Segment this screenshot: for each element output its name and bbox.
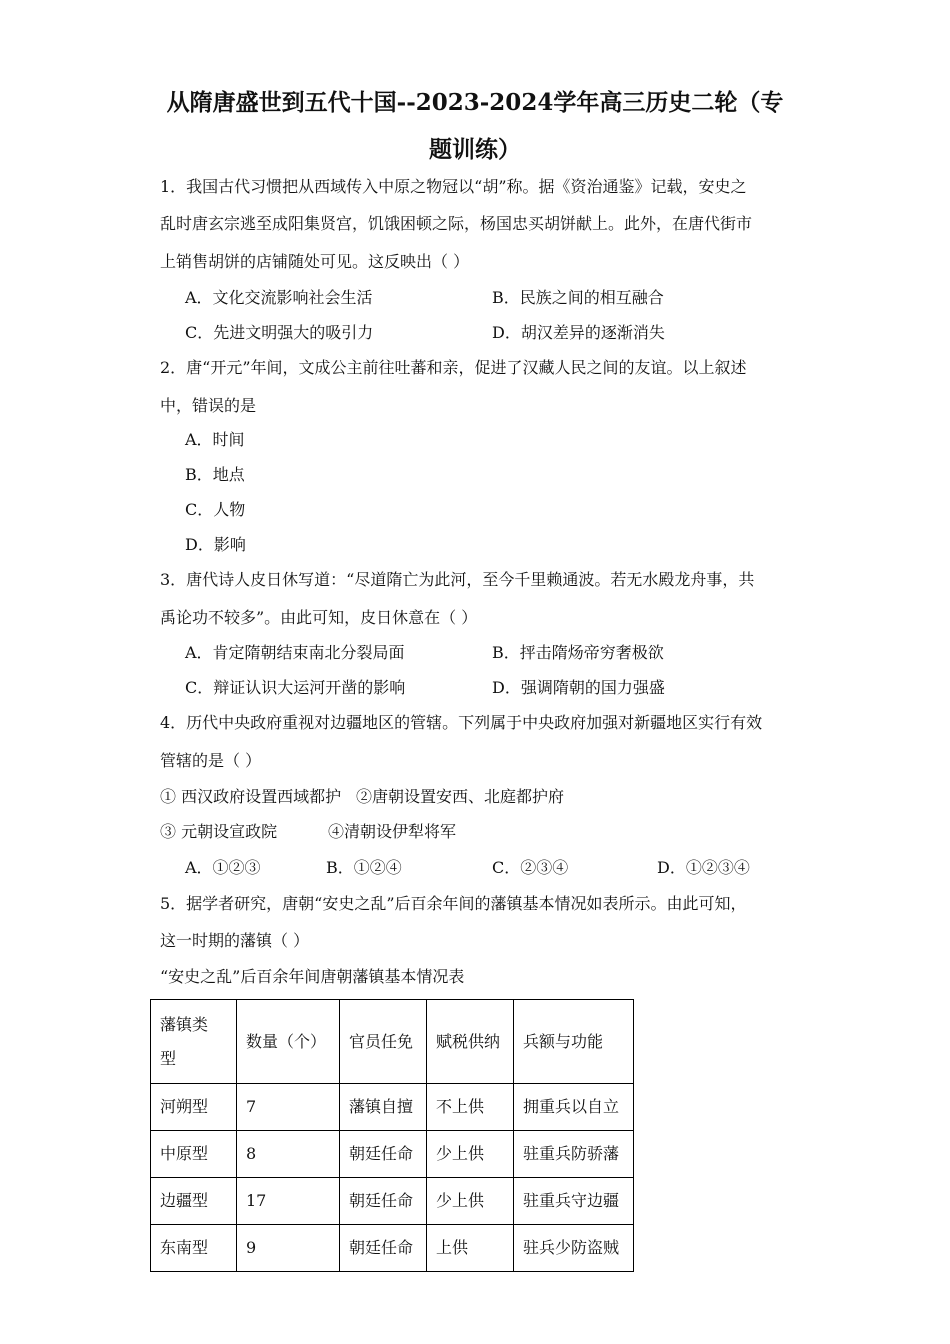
q4-stem-line-2: 管辖的是（ ） (160, 751, 262, 770)
q2-option-b: B．地点 (185, 465, 245, 484)
q2-stem-line-1: 2．唐“开元”年间，文成公主前往吐蕃和亲，促进了汉藏人民之间的友谊。以上叙述 (160, 358, 747, 377)
q5-stem-line-2: 这一时期的藩镇（ ） (160, 931, 310, 950)
q4-stem-line-1: 4．历代中央政府重视对边疆地区的管辖。下列属于中央政府加强对新疆地区实行有效 (160, 713, 763, 732)
q1-stem-line-2: 乱时唐玄宗逃至成阳集贤宫，饥饿困顿之际，杨国忠买胡饼献上。此外，在唐代街市 (160, 214, 753, 233)
q4-item-3: ③ 元朝设宣政院 (160, 822, 278, 841)
table-cell: 东南型 (151, 1225, 237, 1272)
fanzhen-table (150, 999, 634, 1272)
table-header-cell: 兵额与功能 (514, 1000, 634, 1084)
q3-option-d: D．强调隋朝的国力强盛 (492, 678, 665, 697)
table-cell: 河朔型 (151, 1084, 237, 1131)
table-cell: 朝廷任命 (340, 1131, 427, 1178)
q1-stem-line-3: 上销售胡饼的店铺随处可见。这反映出（ ） (160, 252, 470, 271)
q2-option-d: D．影响 (185, 535, 246, 554)
q3-option-b: B．抨击隋炀帝穷奢极欲 (492, 643, 664, 662)
table-cell: 驻重兵守边疆 (514, 1178, 634, 1225)
table-cell: 驻兵少防盗贼 (514, 1225, 634, 1272)
table-cell: 少上供 (427, 1131, 514, 1178)
table-cell: 8 (237, 1131, 340, 1178)
q5-stem-line-1: 5．据学者研究，唐朝“安史之乱”后百余年间的藩镇基本情况如表所示。由此可知， (160, 894, 747, 913)
q3-option-a: A．肯定隋朝结束南北分裂局面 (185, 643, 405, 662)
table-header-cell (151, 1000, 237, 1084)
q3-stem-line-2: 禹论功不较多”。由此可知，皮日休意在（ ） (160, 608, 478, 627)
q4-item-1: ① 西汉政府设置西域都护 (160, 787, 342, 806)
table-cell: 朝廷任命 (340, 1178, 427, 1225)
table-cell: 朝廷任命 (340, 1225, 427, 1272)
table-cell: 上供 (427, 1225, 514, 1272)
table-cell: 7 (237, 1084, 340, 1131)
table-row (151, 1131, 634, 1178)
table-cell: 驻重兵防骄藩 (514, 1131, 634, 1178)
table-header-row (151, 1000, 634, 1084)
table-cell: 17 (237, 1178, 340, 1225)
table-header-type-line-1: 藩镇类 (160, 1014, 209, 1034)
table-cell: 藩镇自擅 (340, 1084, 427, 1131)
document-title-line-1: 从隋唐盛世到五代十国--2023-2024学年高三历史二轮（专 (166, 89, 784, 116)
table-cell: 边疆型 (151, 1178, 237, 1225)
table-cell: 9 (237, 1225, 340, 1272)
table-row (151, 1225, 634, 1272)
table-cell: 拥重兵以自立 (514, 1084, 634, 1131)
table-header-cell: 官员任免 (340, 1000, 427, 1084)
q2-option-c: C．人物 (185, 500, 246, 519)
q1-option-a: A．文化交流影响社会生活 (185, 288, 373, 307)
table-cell: 中原型 (151, 1131, 237, 1178)
table-header-type-line-2: 型 (160, 1048, 177, 1068)
table-header-cell: 赋税供纳 (427, 1000, 514, 1084)
q4-item-4: ④清朝设伊犁将军 (328, 822, 457, 841)
q4-option-d: D．①②③④ (657, 858, 750, 877)
q4-item-2: ②唐朝设置安西、北庭都护府 (356, 787, 565, 806)
q2-option-a: A．时间 (185, 430, 245, 449)
table-cell: 不上供 (427, 1084, 514, 1131)
q1-option-b: B．民族之间的相互融合 (492, 288, 664, 307)
q4-option-b: B．①②④ (326, 858, 402, 877)
table-cell: 少上供 (427, 1178, 514, 1225)
document-title-line-2: 题训练） (429, 136, 521, 163)
q4-option-a: A．①②③ (185, 858, 261, 877)
q5-table-caption: “安史之乱”后百余年间唐朝藩镇基本情况表 (160, 967, 465, 986)
table-header-cell: 数量（个） (237, 1000, 340, 1084)
q3-stem-line-1: 3．唐代诗人皮日休写道：“尽道隋亡为此河，至今千里赖通波。若无水殿龙舟事，共 (160, 570, 755, 589)
q2-stem-line-2: 中，错误的是 (160, 396, 257, 415)
q3-option-c: C．辩证认识大运河开凿的影响 (185, 678, 406, 697)
table-row (151, 1084, 634, 1131)
table-row (151, 1178, 634, 1225)
q1-option-c: C．先进文明强大的吸引力 (185, 323, 374, 342)
q4-option-c: C．②③④ (492, 858, 569, 877)
q1-option-d: D．胡汉差异的逐渐消失 (492, 323, 665, 342)
q1-stem-line-1: 1．我国古代习惯把从西域传入中原之物冠以“胡”称。据《资治通鉴》记载，安史之 (160, 177, 747, 196)
